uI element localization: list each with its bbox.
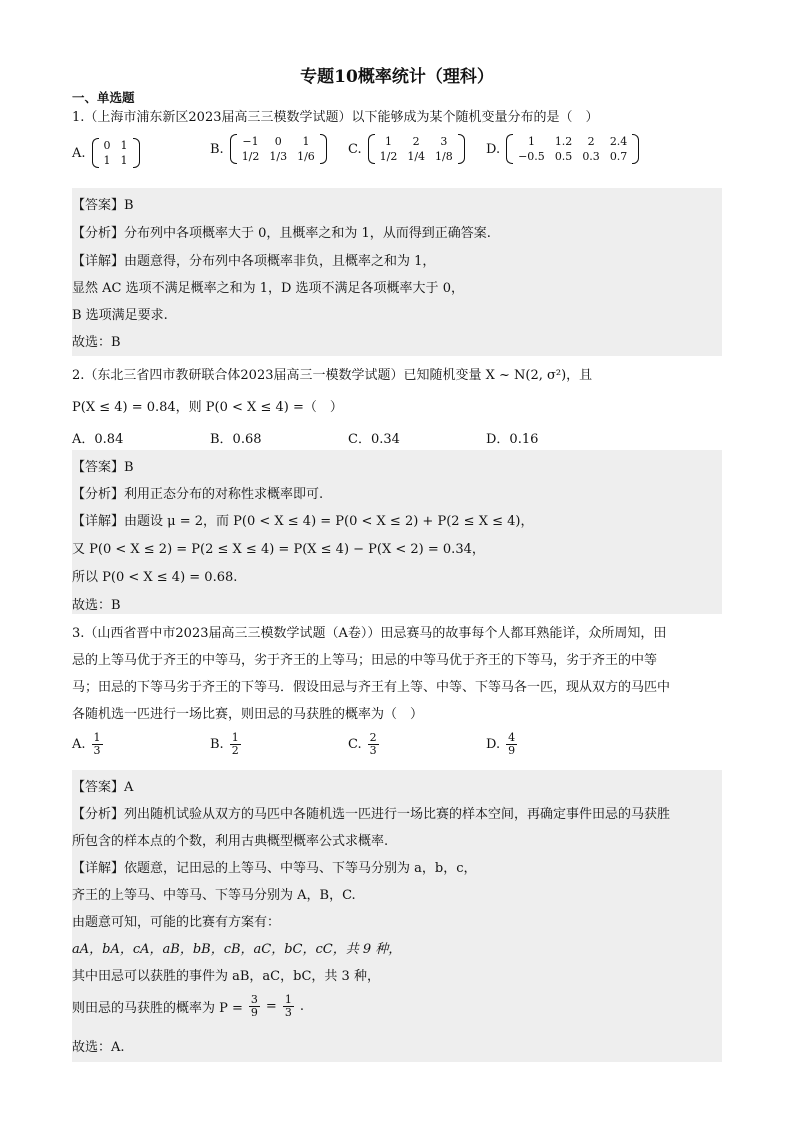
fraction: $\frac{2}{3}$ xyxy=(369,731,377,757)
q2-answer: 【答案】B xyxy=(72,460,134,475)
q1-detail-line: 显然 AC 选项不满足概率之和为 1，D 选项不满足各项概率大于 0， xyxy=(72,281,464,296)
q2-solution-box xyxy=(72,450,722,614)
period: . xyxy=(299,999,304,1014)
matrix: −1 0 1 1/2 1/3 1/6 xyxy=(230,134,327,164)
q1-answer: 【答案】B xyxy=(72,198,134,213)
q1-detail-line: 【详解】由题意得，分布列中各项概率非负，且概率之和为 1， xyxy=(72,254,436,269)
fraction: $\frac{1}{3}$ xyxy=(284,993,292,1019)
q3-option-d xyxy=(486,732,517,757)
q3-stem-line: 各随机选一匹进行一场比赛，则田忌的马获胜的概率为（ ） xyxy=(72,707,424,722)
q1-option-d xyxy=(486,134,639,164)
q2-detail-line: 又 P(0 < X ≤ 2) = P(2 ≤ X ≤ 4) = P(X ≤ 4) − P(X < 2) = 0.34， xyxy=(72,542,485,557)
q3-option-a xyxy=(72,732,103,757)
q3-stem-line: 3.（山西省晋中市2023届高三三模数学试题（A卷））田忌赛马的故事每个人都耳熟能详，众所周知，田 xyxy=(72,626,667,641)
q3-probability-line xyxy=(72,994,304,1019)
page-title: 专题10概率统计（理科） xyxy=(300,67,494,87)
option-label: A. xyxy=(72,145,86,161)
q1-solution-box xyxy=(72,188,722,356)
option-label: B. xyxy=(210,737,224,752)
q2-stem-cont: P(X ≤ 4) = 0.84，则 P(0 < X ≤ 4) =（ ） xyxy=(72,400,343,415)
q2-detail-line: 【详解】由题设 μ = 2，而 P(0 < X ≤ 4) = P(0 < X ≤ 2) + P(2 ≤ X ≤ 4)， xyxy=(72,514,534,529)
q2-option-b: B．0.68 xyxy=(210,432,262,447)
q3-choice: 故选：A. xyxy=(72,1040,125,1055)
q3-detail-line: 由题意可知，可能的比赛有方案有： xyxy=(72,915,281,930)
probability-text: 则田忌的马获胜的概率为 P = xyxy=(72,1001,243,1016)
q3-answer: 【答案】A xyxy=(72,780,134,795)
fraction: $\frac{3}{9}$ xyxy=(250,993,258,1019)
fraction: $\frac{4}{9}$ xyxy=(508,731,516,757)
option-label: B. xyxy=(210,141,224,157)
q3-detail-line: 其中田忌可以获胜的事件为 aB，aC，bC，共 3 种， xyxy=(72,969,380,984)
q1-option-c xyxy=(348,134,465,164)
equals-sign: = xyxy=(265,999,277,1014)
q2-stem: 2.（东北三省四市教研联合体2023届高三一模数学试题）已知随机变量 X ~ N(2, σ²)，且 xyxy=(72,368,593,383)
q1-option-a xyxy=(72,138,140,168)
option-label: A. xyxy=(72,737,86,752)
q3-analysis-line: 所包含的样本点的个数，利用古典概型概率公式求概率. xyxy=(72,834,389,849)
q3-detail-line: 齐王的上等马、中等马、下等马分别为 A，B，C. xyxy=(72,888,356,903)
fraction: $\frac{1}{3}$ xyxy=(93,731,101,757)
option-label: C. xyxy=(348,141,362,157)
option-label: D. xyxy=(486,141,501,157)
q2-option-a: A．0.84 xyxy=(72,432,124,447)
q3-option-b xyxy=(210,732,241,757)
q1-option-b xyxy=(210,134,327,164)
q3-detail-line: 【详解】依题意，记田忌的上等马、中等马、下等马分别为 a，b，c， xyxy=(72,861,477,876)
q2-choice: 故选：B xyxy=(72,598,121,613)
q1-stem: 1.（上海市浦东新区2023届高三三模数学试题）以下能够成为某个随机变量分布的是（ ） xyxy=(72,110,599,125)
q3-stem-line: 忌的上等马优于齐王的中等马，劣于齐王的上等马；田忌的中等马优于齐王的下等马，劣于齐王的中等 xyxy=(72,653,658,668)
section-heading: 一、单选题 xyxy=(72,90,135,105)
q3-detail-line: aA，bA，cA，aB，bB，cB，aC，bC，cC，共 9 种， xyxy=(72,942,402,957)
q3-analysis-line: 【分析】列出随机试验从双方的马匹中各随机选一匹进行一场比赛的样本空间，再确定事件田忌的马获胜 xyxy=(72,807,671,822)
q2-detail-line: 所以 P(0 < X ≤ 4) = 0.68. xyxy=(72,570,238,585)
q1-choice: 故选：B xyxy=(72,335,121,350)
q3-option-c xyxy=(348,732,379,757)
q2-option-c: C．0.34 xyxy=(348,432,400,447)
q1-analysis: 【分析】分布列中各项概率大于 0，且概率之和为 1，从而得到正确答案. xyxy=(72,226,491,241)
q2-option-d: D．0.16 xyxy=(486,432,539,447)
matrix: 0 1 1 1 xyxy=(92,138,140,168)
matrix: 1 1.2 2 2.4 −0.5 0.5 0.3 0.7 xyxy=(506,134,639,164)
matrix: 1 2 3 1/2 1/4 1/8 xyxy=(368,134,465,164)
fraction: $\frac{1}{2}$ xyxy=(231,731,239,757)
option-label: C. xyxy=(348,737,362,752)
option-label: D. xyxy=(486,737,501,752)
q1-detail-line: B 选项满足要求. xyxy=(72,308,168,323)
q2-analysis: 【分析】利用正态分布的对称性求概率即可. xyxy=(72,487,324,502)
q3-stem-line: 马；田忌的下等马劣于齐王的下等马．假设田忌与齐王有上等、中等、下等马各一匹，现从双方的马匹中 xyxy=(72,680,671,695)
